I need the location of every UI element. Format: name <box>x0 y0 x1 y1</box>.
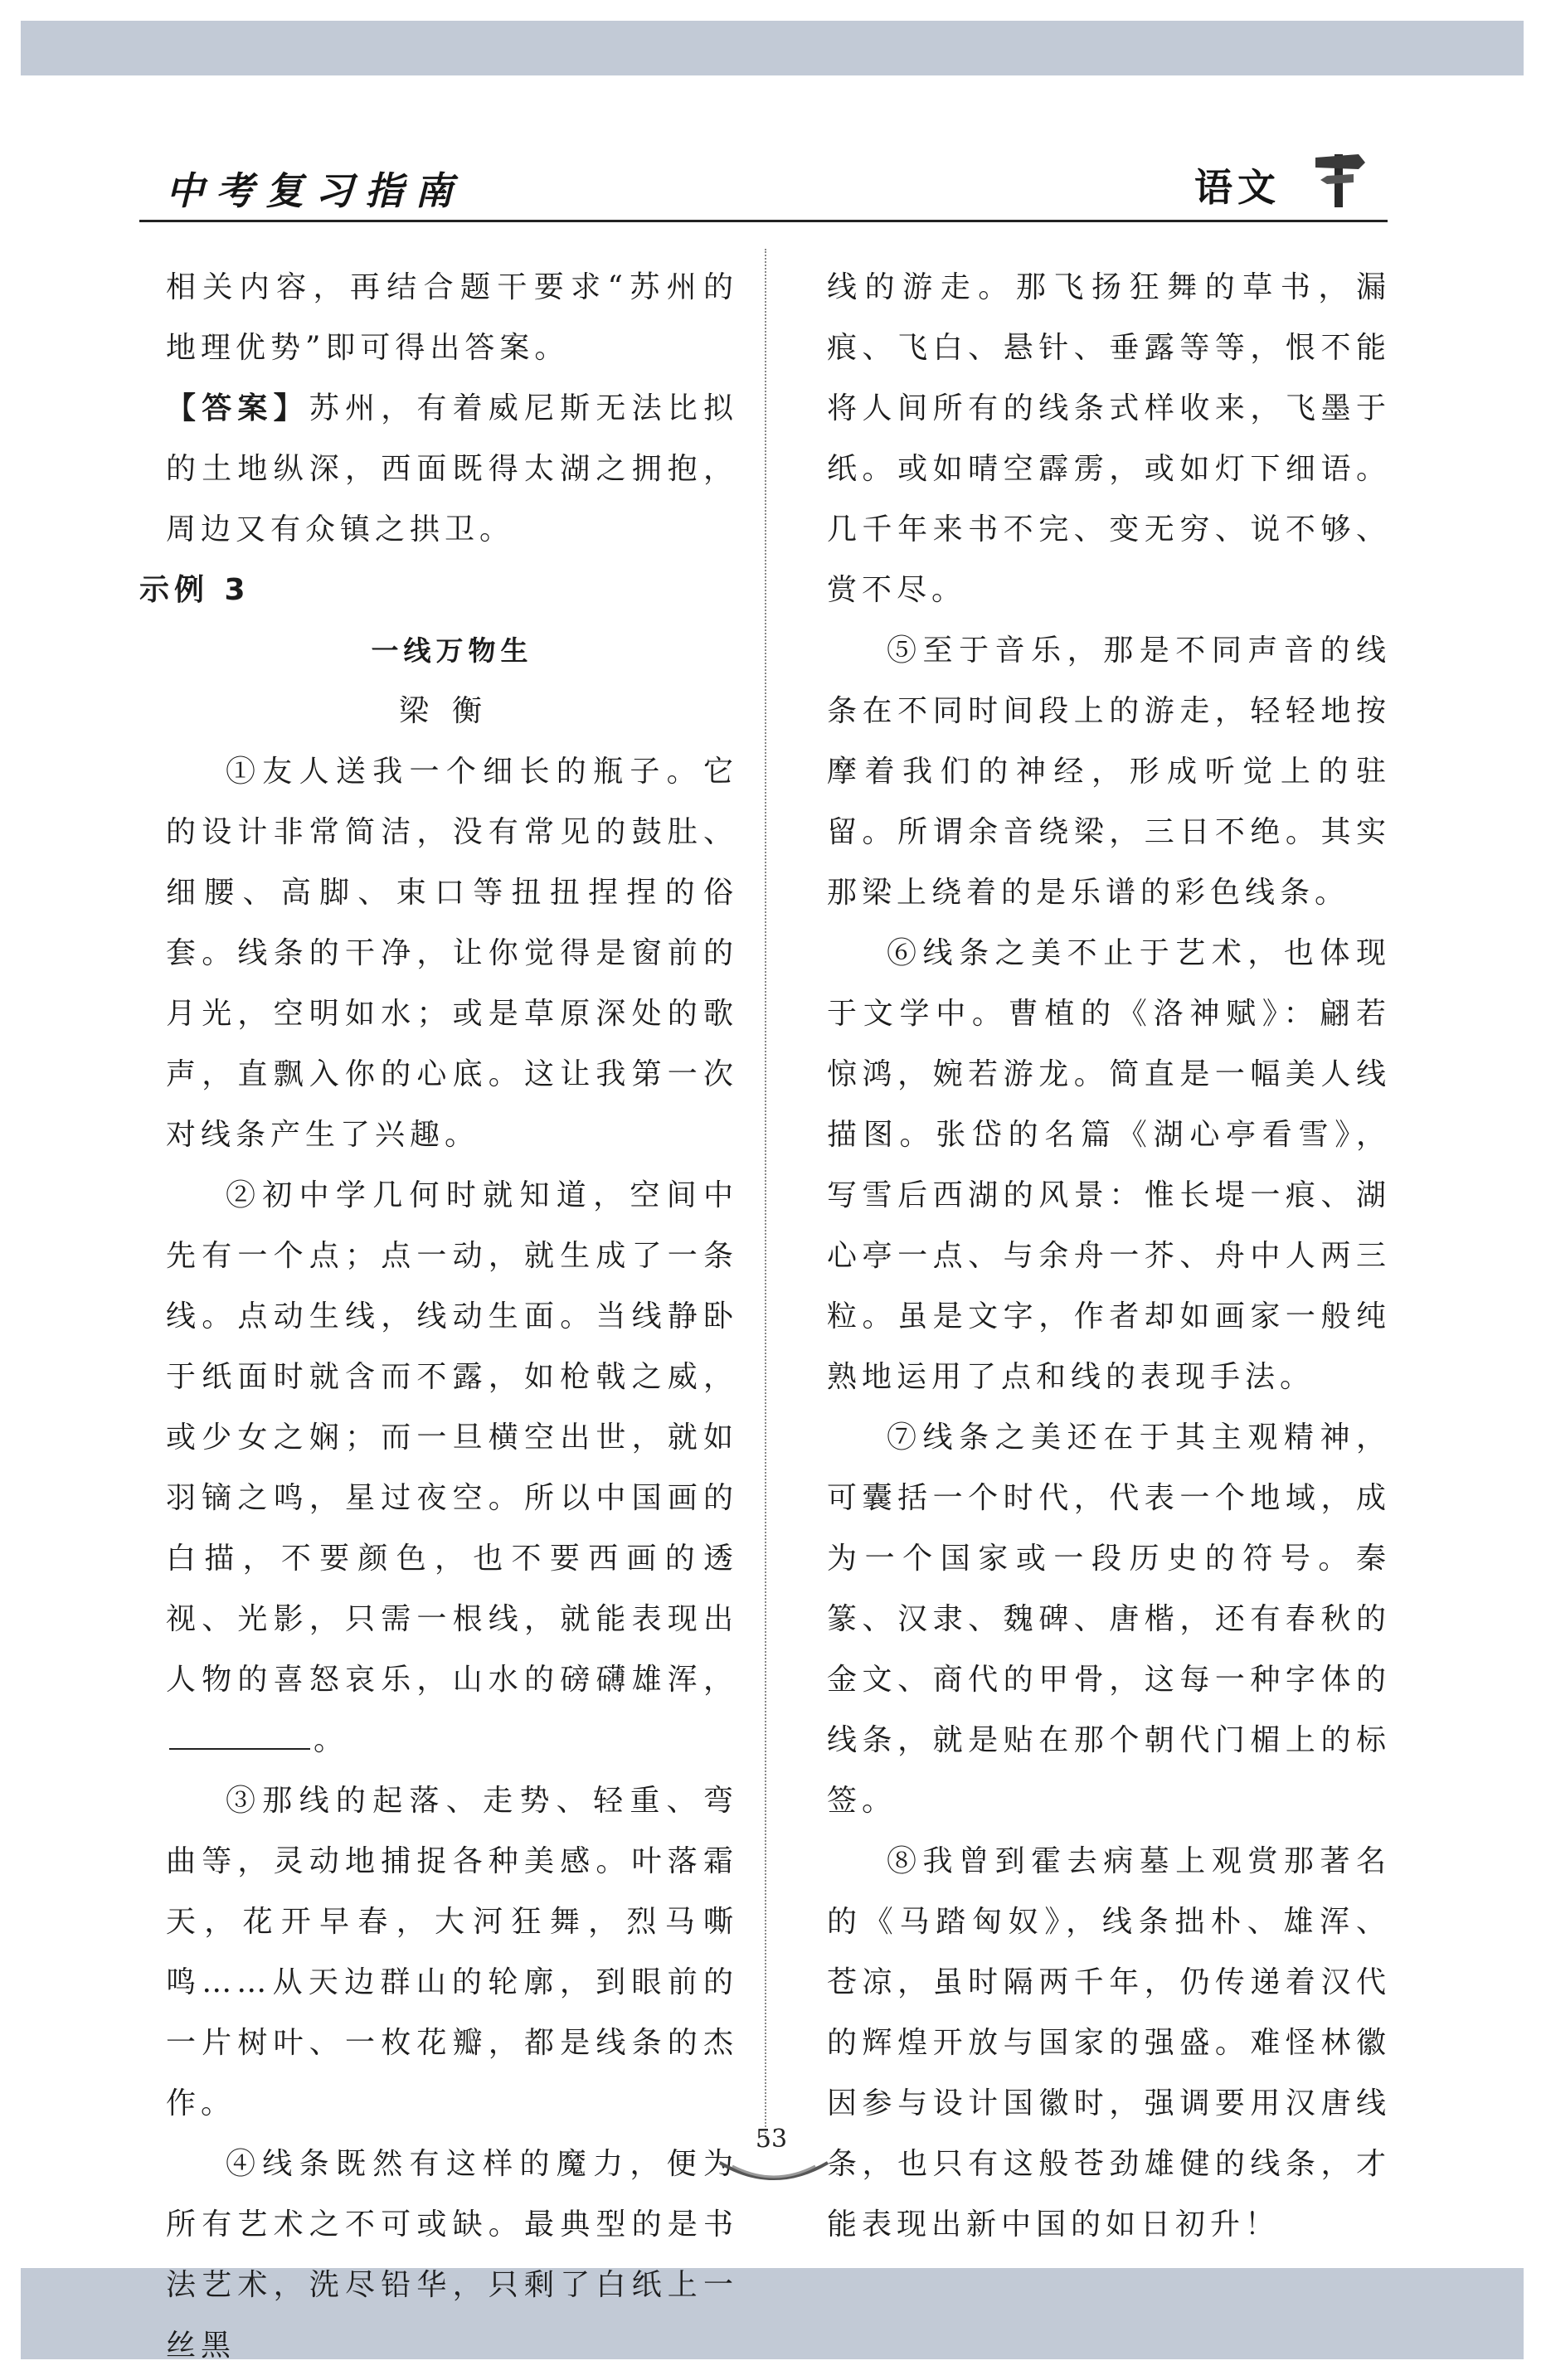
essay-title: 一线万物生 <box>371 634 533 667</box>
paragraph-8: ⑧我曾到霍去病墓上观赏那著名的《马踏匈奴》，线条拙朴、雄浑、苍凉，虽时隔两千年，仍传递着汉代的辉煌开放与国家的强盛。难怪林徽因参与设计国徽时，强调要用汉唐线条，也只有这般苍劲雄健的线条，才能表现出新中国的如日初升！ <box>827 1844 1391 2242</box>
signpost-icon <box>1310 143 1369 209</box>
paragraph-4-start: ④线条既然有这样的魔力，便为所有艺术之不可或缺。最典型的是书法艺术，洗尽铅华，只剩了白纸上一丝黑 <box>166 2147 738 2363</box>
book-title: 中考复习指南 <box>166 168 464 213</box>
page-number: 53 <box>755 2125 788 2154</box>
fill-blank <box>169 1720 310 1750</box>
paragraph-6: ⑥线条之美不止于艺术，也体现于文学中。曹植的《洛神赋》：翩若惊鸿，婉若游龙。简直是一幅美人线描图。张岱的名篇《湖心亭看雪》，写雪后西湖的风景：惟长堤一痕、湖心亭一点、与余舟一芥、舟中人两三粒。虽是文字，作者却如画家一般纯熟地运用了点和线的表现手法。 <box>827 936 1391 1394</box>
page-number-ornament <box>712 2154 836 2188</box>
column-divider <box>765 249 766 2140</box>
answer-text: 苏州，有着威尼斯无法比拟的土地纵深，西面既得太湖之拥抱，周边又有众镇之拱卫。 <box>166 391 738 546</box>
answer-label: 【答案】 <box>166 391 309 425</box>
example-label: 示例 3 <box>139 573 250 607</box>
paragraph-1: ①友人送我一个细长的瓶子。它的设计非常简洁，没有常见的鼓肚、细腰、高脚、束口等扭扭捏捏的俗套。线条的干净，让你觉得是窗前的月光，空明如水；或是草原深处的歌声，直飘入你的心底。这让我第一次对线条产生了兴趣。 <box>166 755 738 1152</box>
essay-author: 梁衡 <box>398 694 505 728</box>
paragraph-2-text: ②初中学几何时就知道，空间中先有一个点；点一动，就生成了一条线。点动生线，线动生面。当线静卧于纸面时就含而不露，如枪戟之威，或少女之娴；而一旦横空出世，就如羽镝之鸣，星过夜空。所以中国画的白描，不要颜色，也不要西画的透视、光影，只需一根线，就能表现出人物的喜怒哀乐，山水的磅礴雄浑， <box>166 1178 738 1697</box>
paragraph-5: ⑤至于音乐，那是不同声音的线条在不同时间段上的游走，轻轻地按摩着我们的神经，形成听觉上的驻留。所谓余音绕梁，三日不绝。其实那梁上绕着的是乐谱的彩色线条。 <box>827 634 1391 910</box>
paragraph-2 <box>166 1165 738 1770</box>
paragraph-3: ③那线的起落、走势、轻重、弯曲等，灵动地捕捉各种美感。叶落霜天，花开早春，大河狂舞，烈马嘶鸣……从天边群山的轮廓，到眼前的一片树叶、一枚花瓣，都是线条的杰作。 <box>166 1784 738 2120</box>
subject-label: 语文 <box>1194 165 1281 210</box>
continuation-text: 相关内容，再结合题干要求“苏州的地理优势”即可得出答案。 <box>166 270 738 365</box>
paragraph-4-end: 线的游走。那飞扬狂舞的草书，漏痕、飞白、悬针、垂露等等，恨不能将人间所有的线条式样收来，飞墨于纸。或如晴空霹雳，或如灯下细语。几千年来书不完、变无穷、说不够、赏不尽。 <box>827 270 1391 607</box>
paragraph-2-end: 。 <box>314 1723 349 1757</box>
right-column <box>827 257 1391 2255</box>
header-rule <box>139 220 1388 222</box>
left-column <box>139 257 738 2376</box>
paragraph-7: ⑦线条之美还在于其主观精神，可囊括一个时代，代表一个地域，成为一个国家或一段历史的符号。秦篆、汉隶、魏碑、唐楷，还有春秋的金文、商代的甲骨，这每一种字体的线条，就是贴在那个朝代门楣上的标签。 <box>827 1421 1391 1818</box>
answer-paragraph <box>166 378 738 560</box>
scan-top-band <box>21 21 1524 75</box>
